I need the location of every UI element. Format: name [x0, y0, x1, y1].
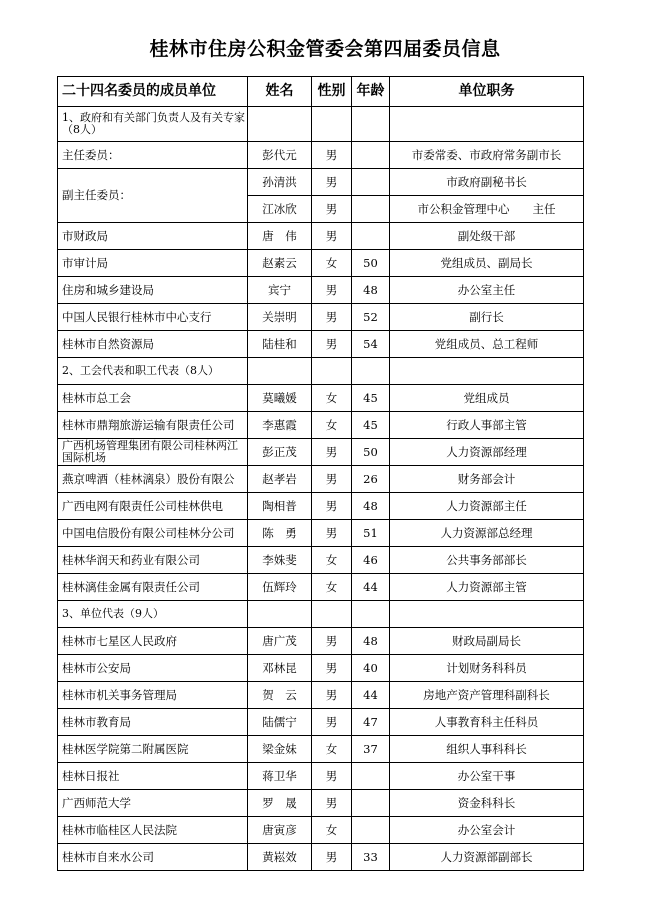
unit-cell: 桂林市临桂区人民法院 [58, 817, 248, 844]
title-cell: 办公室干事 [390, 763, 584, 790]
age-cell: 45 [352, 385, 390, 412]
title-cell: 副行长 [390, 304, 584, 331]
age-cell: 51 [352, 520, 390, 547]
name-cell: 蒋卫华 [248, 763, 312, 790]
unit-cell: 广西电网有限责任公司桂林供电 [58, 493, 248, 520]
section-row [58, 601, 584, 628]
table-row [58, 412, 584, 439]
table-row [58, 142, 584, 169]
title-cell: 人力资源部主管 [390, 574, 584, 601]
gender-cell: 女 [312, 547, 352, 574]
unit-cell: 桂林市自来水公司 [58, 844, 248, 871]
unit-cell: 桂林日报社 [58, 763, 248, 790]
gender-cell: 女 [312, 412, 352, 439]
table-row [58, 574, 584, 601]
age-cell [352, 790, 390, 817]
title-cell: 党组成员、总工程师 [390, 331, 584, 358]
name-cell: 彭正茂 [248, 439, 312, 466]
gender-cell: 男 [312, 304, 352, 331]
name-cell: 陆儒宁 [248, 709, 312, 736]
gender-cell: 男 [312, 277, 352, 304]
title-cell: 公共事务部部长 [390, 547, 584, 574]
table-row [58, 493, 584, 520]
age-cell: 48 [352, 277, 390, 304]
table-row [58, 385, 584, 412]
title-cell: 人事教育科主任科员 [390, 709, 584, 736]
gender-cell: 男 [312, 709, 352, 736]
table-row [58, 331, 584, 358]
unit-cell: 桂林市教育局 [58, 709, 248, 736]
age-cell: 50 [352, 250, 390, 277]
age-cell: 40 [352, 655, 390, 682]
age-cell [352, 223, 390, 250]
title-cell: 财务部会计 [390, 466, 584, 493]
name-cell: 李惠霞 [248, 412, 312, 439]
section-row [58, 358, 584, 385]
title-cell: 人力资源部主任 [390, 493, 584, 520]
header-name: 姓名 [248, 77, 312, 107]
unit-cell: 桂林市公安局 [58, 655, 248, 682]
title-cell: 计划财务科科员 [390, 655, 584, 682]
empty-cell [248, 107, 312, 142]
title-cell: 人力资源部经理 [390, 439, 584, 466]
unit-cell: 桂林市七星区人民政府 [58, 628, 248, 655]
unit-cell: 中国电信股份有限公司桂林分公司 [58, 520, 248, 547]
name-cell: 邓林昆 [248, 655, 312, 682]
gender-cell: 男 [312, 682, 352, 709]
gender-cell: 男 [312, 142, 352, 169]
unit-cell: 副主任委员： [58, 169, 248, 223]
header-title: 单位职务 [390, 77, 584, 107]
gender-cell: 男 [312, 763, 352, 790]
title-cell: 副处级干部 [390, 223, 584, 250]
table-row [58, 736, 584, 763]
title-cell: 人力资源部总经理 [390, 520, 584, 547]
gender-cell: 男 [312, 655, 352, 682]
gender-cell: 男 [312, 331, 352, 358]
unit-cell: 燕京啤酒（桂林漓泉）股份有限公 [58, 466, 248, 493]
header-unit: 二十四名委员的成员单位 [58, 77, 248, 107]
table-row [58, 655, 584, 682]
empty-cell [352, 601, 390, 628]
table-row [58, 277, 584, 304]
unit-cell: 桂林医学院第二附属医院 [58, 736, 248, 763]
age-cell [352, 817, 390, 844]
age-cell [352, 142, 390, 169]
table-row [58, 304, 584, 331]
name-cell: 赵孝岩 [248, 466, 312, 493]
title-cell: 资金科科长 [390, 790, 584, 817]
unit-cell: 桂林市总工会 [58, 385, 248, 412]
name-cell: 黄崧效 [248, 844, 312, 871]
age-cell: 52 [352, 304, 390, 331]
name-cell: 陈 勇 [248, 520, 312, 547]
age-cell [352, 196, 390, 223]
table-row [58, 223, 584, 250]
name-cell: 莫曦媛 [248, 385, 312, 412]
unit-cell: 桂林市鼎翔旅游运输有限责任公司 [58, 412, 248, 439]
empty-cell [390, 601, 584, 628]
unit-cell: 主任委员： [58, 142, 248, 169]
unit-cell: 广西机场管理集团有限公司桂林两江国际机场 [58, 439, 248, 466]
gender-cell: 男 [312, 439, 352, 466]
age-cell: 48 [352, 493, 390, 520]
gender-cell: 男 [312, 628, 352, 655]
age-cell: 37 [352, 736, 390, 763]
name-cell: 李姝斐 [248, 547, 312, 574]
unit-cell: 市审计局 [58, 250, 248, 277]
age-cell: 44 [352, 574, 390, 601]
unit-cell: 住房和城乡建设局 [58, 277, 248, 304]
empty-cell [312, 601, 352, 628]
title-cell: 办公室会计 [390, 817, 584, 844]
title-cell: 办公室主任 [390, 277, 584, 304]
empty-cell [352, 358, 390, 385]
header-gender: 性别 [312, 77, 352, 107]
title-cell: 房地产资产管理科副科长 [390, 682, 584, 709]
empty-cell [390, 358, 584, 385]
table-row [58, 250, 584, 277]
table-row [58, 763, 584, 790]
unit-cell: 桂林市机关事务管理局 [58, 682, 248, 709]
table-row [58, 790, 584, 817]
age-cell: 50 [352, 439, 390, 466]
empty-cell [312, 358, 352, 385]
gender-cell: 女 [312, 817, 352, 844]
gender-cell: 男 [312, 466, 352, 493]
unit-cell: 市财政局 [58, 223, 248, 250]
title-cell: 市公积金管理中心 主任 [390, 196, 584, 223]
title-cell: 组织人事科科长 [390, 736, 584, 763]
age-cell: 46 [352, 547, 390, 574]
header-age: 年龄 [352, 77, 390, 107]
gender-cell: 男 [312, 196, 352, 223]
section-heading: 2、工会代表和职工代表（8人） [58, 358, 248, 385]
table-row [58, 520, 584, 547]
name-cell: 关崇明 [248, 304, 312, 331]
title-cell: 人力资源部副部长 [390, 844, 584, 871]
gender-cell: 男 [312, 493, 352, 520]
age-cell: 33 [352, 844, 390, 871]
table-row [58, 439, 584, 466]
gender-cell: 男 [312, 520, 352, 547]
unit-cell: 桂林漓佳金属有限责任公司 [58, 574, 248, 601]
section-heading: 1、政府和有关部门负责人及有关专家（8人） [58, 107, 248, 142]
unit-cell: 桂林市自然资源局 [58, 331, 248, 358]
name-cell: 彭代元 [248, 142, 312, 169]
empty-cell [312, 107, 352, 142]
name-cell: 唐广茂 [248, 628, 312, 655]
gender-cell: 男 [312, 790, 352, 817]
name-cell: 伍辉玲 [248, 574, 312, 601]
empty-cell [352, 107, 390, 142]
gender-cell: 女 [312, 574, 352, 601]
table-row [58, 844, 584, 871]
table-row [58, 709, 584, 736]
gender-cell: 女 [312, 250, 352, 277]
age-cell: 47 [352, 709, 390, 736]
gender-cell: 男 [312, 844, 352, 871]
section-heading: 3、单位代表（9人） [58, 601, 248, 628]
table-row [58, 466, 584, 493]
unit-cell: 广西师范大学 [58, 790, 248, 817]
table-row [58, 547, 584, 574]
name-cell: 唐 伟 [248, 223, 312, 250]
title-cell: 市政府副秘书长 [390, 169, 584, 196]
gender-cell: 男 [312, 169, 352, 196]
name-cell: 唐寅彦 [248, 817, 312, 844]
table-row [58, 817, 584, 844]
title-cell: 财政局副局长 [390, 628, 584, 655]
gender-cell: 男 [312, 223, 352, 250]
name-cell: 赵素云 [248, 250, 312, 277]
empty-cell [248, 358, 312, 385]
empty-cell [248, 601, 312, 628]
title-cell: 市委常委、市政府常务副市长 [390, 142, 584, 169]
age-cell: 54 [352, 331, 390, 358]
name-cell: 贺 云 [248, 682, 312, 709]
name-cell: 罗 晟 [248, 790, 312, 817]
title-cell: 行政人事部主管 [390, 412, 584, 439]
title-cell: 党组成员 [390, 385, 584, 412]
members-table [57, 76, 584, 871]
name-cell: 陆桂和 [248, 331, 312, 358]
empty-cell [390, 107, 584, 142]
name-cell: 孙清洪 [248, 169, 312, 196]
age-cell: 44 [352, 682, 390, 709]
page-title: 桂林市住房公积金管委会第四届委员信息 [149, 38, 501, 60]
name-cell: 陶相普 [248, 493, 312, 520]
name-cell: 宾宁 [248, 277, 312, 304]
table-row [58, 628, 584, 655]
table-row [58, 169, 584, 196]
name-cell: 江冰欣 [248, 196, 312, 223]
table-row [58, 682, 584, 709]
section-row [58, 107, 584, 142]
age-cell: 48 [352, 628, 390, 655]
unit-cell: 中国人民银行桂林市中心支行 [58, 304, 248, 331]
name-cell: 梁金妹 [248, 736, 312, 763]
gender-cell: 女 [312, 385, 352, 412]
unit-cell: 桂林华润天和药业有限公司 [58, 547, 248, 574]
age-cell: 45 [352, 412, 390, 439]
title-cell: 党组成员、副局长 [390, 250, 584, 277]
age-cell [352, 763, 390, 790]
gender-cell: 女 [312, 736, 352, 763]
header-row [58, 77, 584, 107]
age-cell: 26 [352, 466, 390, 493]
age-cell [352, 169, 390, 196]
